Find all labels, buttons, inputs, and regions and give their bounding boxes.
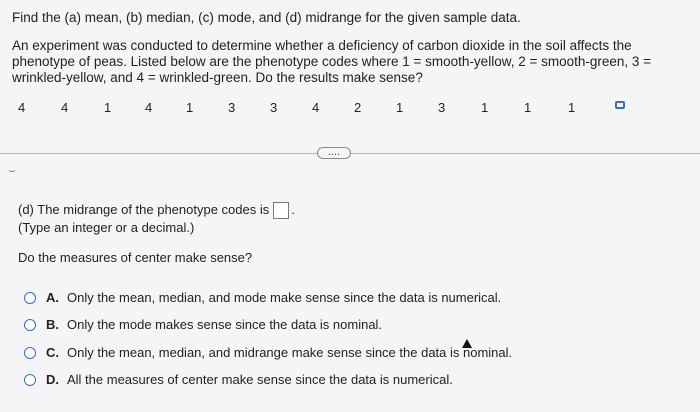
data-value: 4: [61, 100, 69, 115]
option-letter: C.: [46, 345, 59, 360]
option-letter: B.: [46, 317, 59, 332]
part-d-prompt: (d) The midrange of the phenotype codes is: [18, 202, 270, 217]
data-value: 3: [438, 100, 446, 115]
data-value: 3: [228, 100, 236, 115]
radio-button[interactable]: [24, 319, 36, 331]
radio-button[interactable]: [24, 292, 36, 304]
radio-button[interactable]: [24, 347, 36, 359]
copy-icon[interactable]: [615, 101, 625, 109]
part-d-question: [18, 202, 295, 219]
option-text: All the measures of center make sense since the data is numerical.: [67, 372, 453, 387]
center-question: Do the measures of center make sense?: [18, 250, 253, 265]
data-value: 4: [145, 100, 153, 115]
option-d[interactable]: [24, 372, 453, 387]
midrange-answer-input[interactable]: [273, 202, 289, 219]
data-values-row: [18, 100, 658, 120]
data-value: 4: [18, 100, 26, 115]
option-c[interactable]: [24, 345, 512, 360]
part-d-suffix: .: [291, 202, 295, 217]
radio-button[interactable]: [24, 374, 36, 386]
option-a[interactable]: [24, 290, 501, 305]
data-value: 4: [312, 100, 320, 115]
expand-more-button[interactable]: ....: [317, 147, 351, 159]
option-text: Only the mean, median, and midrange make sense since the data is nominal.: [67, 345, 513, 360]
data-value: 1: [481, 100, 489, 115]
data-value: 1: [568, 100, 576, 115]
option-letter: A.: [46, 290, 59, 305]
option-b[interactable]: [24, 317, 382, 332]
data-value: 1: [524, 100, 532, 115]
data-value: 2: [354, 100, 362, 115]
option-text: Only the mode makes sense since the data is nominal.: [67, 317, 383, 332]
part-d-hint: (Type an integer or a decimal.): [18, 220, 195, 235]
data-value: 1: [396, 100, 404, 115]
data-value: 3: [270, 100, 278, 115]
option-letter: D.: [46, 372, 59, 387]
data-value: 1: [186, 100, 194, 115]
question-title: Find the (a) mean, (b) median, (c) mode, and (d) midrange for the given sample data.: [12, 10, 521, 25]
data-value: 1: [104, 100, 112, 115]
option-text: Only the mean, median, and mode make sense since the data is numerical.: [67, 290, 502, 305]
mouse-cursor-icon: [462, 339, 472, 348]
scroll-indicator-icon: ⌣: [8, 163, 16, 177]
question-paragraph: An experiment was conducted to determine whether a deficiency of carbon dioxide in the soil affects the phenotype of peas. Listed below are the phenotype codes where 1 = smooth-yellow, 2 = smooth-green, 3 = wrinkled-yellow, and 4 = wrinkled-green. Do the results make sense?: [12, 38, 652, 85]
